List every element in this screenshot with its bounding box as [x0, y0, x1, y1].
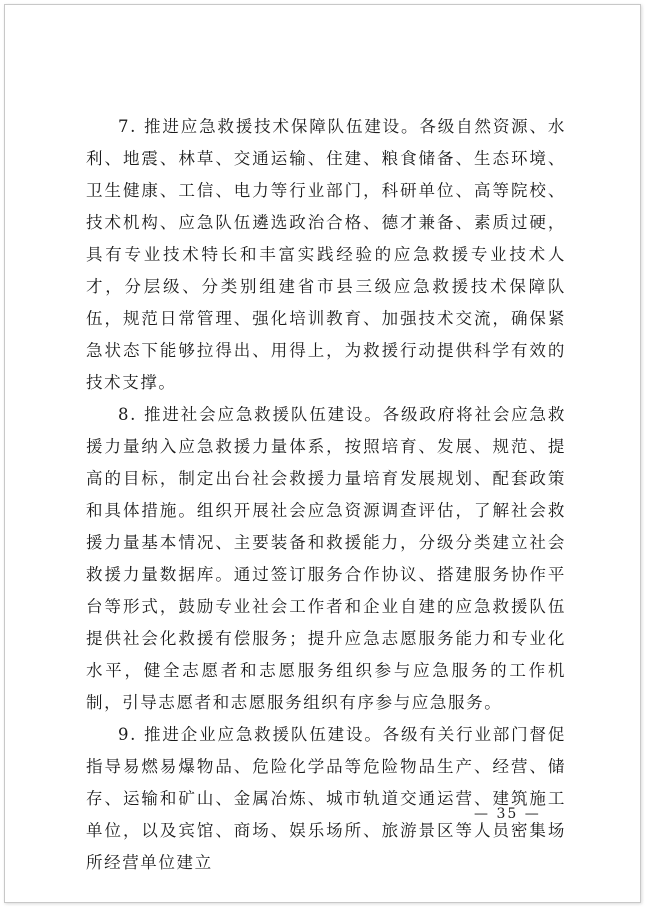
- page-number: — 35 —: [474, 806, 541, 822]
- paragraph-7-text: 7. 推进应急救援技术保障队伍建设。各级自然资源、水利、地震、林草、交通运输、住建、粮食储备、生态环境、卫生健康、工信、电力等行业部门，科研单位、高等院校、技术机构、应急队伍遴选政治合格、德才兼备、素质过硬，具有专业技术特长和丰富实践经验的应急救援专业技术人才，分层级、分类别组建省市县三级应急救援技术保障队伍，规范日常管理、强化培训教育、加强技术交流，确保紧急状态下能够拉得出、用得上，为救援行动提供科学有效的技术支撑。: [86, 117, 566, 392]
- paragraph-8-text: 8. 推进社会应急救援队伍建设。各级政府将社会应急救援力量纳入应急救援力量体系，按照培育、发展、规范、提高的目标，制定出台社会救援力量培育发展规划、配套政策和具体措施。组织开展社会应急资源调查评估，了解社会救援力量基本情况、主要装备和救援能力，分级分类建立社会救援力量数据库。通过签订服务合作协议、搭建服务协作平台等形式，鼓励专业社会工作者和企业自建的应急救援队伍提供社会化救援有偿服务；提升应急志愿服务能力和专业化水平，健全志愿者和志愿服务组织参与应急服务的工作机制，引导志愿者和志愿服务组织有序参与应急服务。: [86, 405, 566, 712]
- paragraph-9: [86, 719, 566, 879]
- paragraph-8: [86, 399, 566, 719]
- document-body: [86, 111, 566, 879]
- paragraph-7: [86, 111, 566, 399]
- paragraph-9-text: 9. 推进企业应急救援队伍建设。各级有关行业部门督促指导易燃易爆物品、危险化学品等危险物品生产、经营、储存、运输和矿山、金属冶炼、城市轨道交通运营、建筑施工单位，以及宾馆、商场、娱乐场所、旅游景区等人员密集场所经营单位建立: [86, 725, 566, 872]
